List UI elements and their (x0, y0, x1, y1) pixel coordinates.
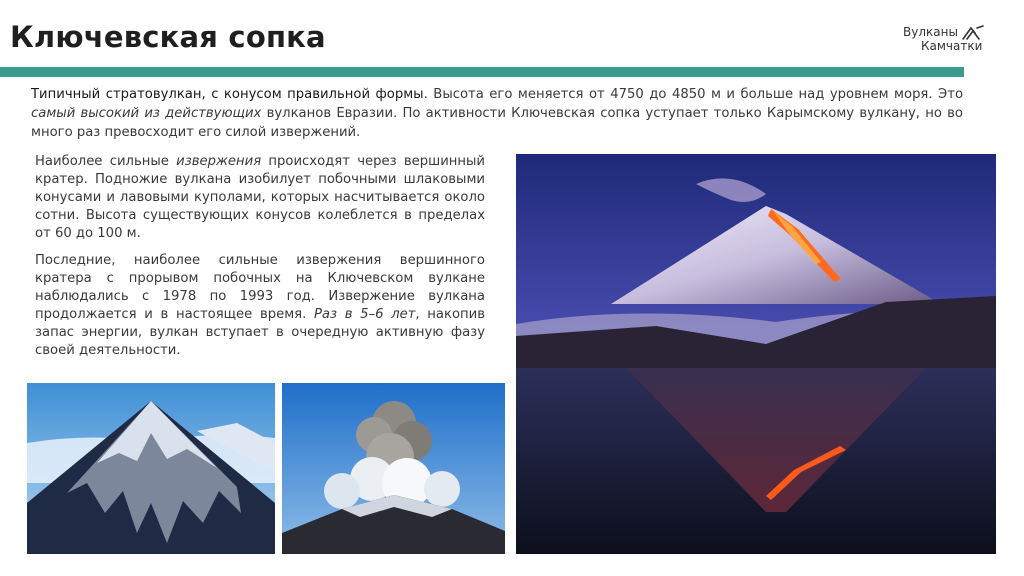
logo-line2: Камчатки (921, 39, 983, 53)
intro-lead: Типичный стратовулкан, с конусом правильной формы (31, 87, 424, 102)
p2-emphasis: Раз в 5–6 лет (313, 307, 416, 322)
intro-text-end: вулканов Евразии. По активности Ключевская сопка уступает только Карымскому вулкану, но во много раз превосходит его силой извержений. (31, 106, 963, 140)
p1-text-end: происходят через вершинный кратер. Подножие вулкана изобилует побочными шлаковыми конусами и лавовыми куполами, которых насчитывается около сотни. Высота существующих конусов колеблется в пределах от 60 до 100 м. (35, 154, 485, 241)
intro-paragraph (31, 85, 963, 142)
p1-text: Наиболее сильные (35, 154, 177, 169)
paragraph-recent (35, 252, 485, 360)
logo (903, 25, 993, 57)
photo-snow-cone (27, 383, 275, 554)
header-divider (0, 67, 964, 77)
intro-text: . Высота его меняется от 4750 до 4850 м и больше над уровнем моря. Это (423, 87, 964, 102)
paragraph-eruptions (35, 153, 485, 243)
p2-text: Последние, наиболее сильные извержения вершинного кратера с прорывом побочных на Ключевском вулкане наблюдались с 1978 по 1993 год. Извержение вулкана продолжается и в настоящее время. (35, 253, 485, 322)
logo-line1: Вулканы (903, 25, 958, 39)
p2-text-end: , накопив запас энергии, вулкан вступает в очередную активную фазу своей деятельности. (35, 307, 485, 358)
intro-emphasis: самый высокий из действующих (31, 106, 262, 121)
p1-emphasis: извержения (176, 154, 262, 169)
page-title: Ключевская сопка (10, 20, 326, 54)
photo-volcano-reflection (516, 154, 996, 554)
body-text (35, 153, 485, 369)
photo-eruption-plume (282, 383, 505, 554)
